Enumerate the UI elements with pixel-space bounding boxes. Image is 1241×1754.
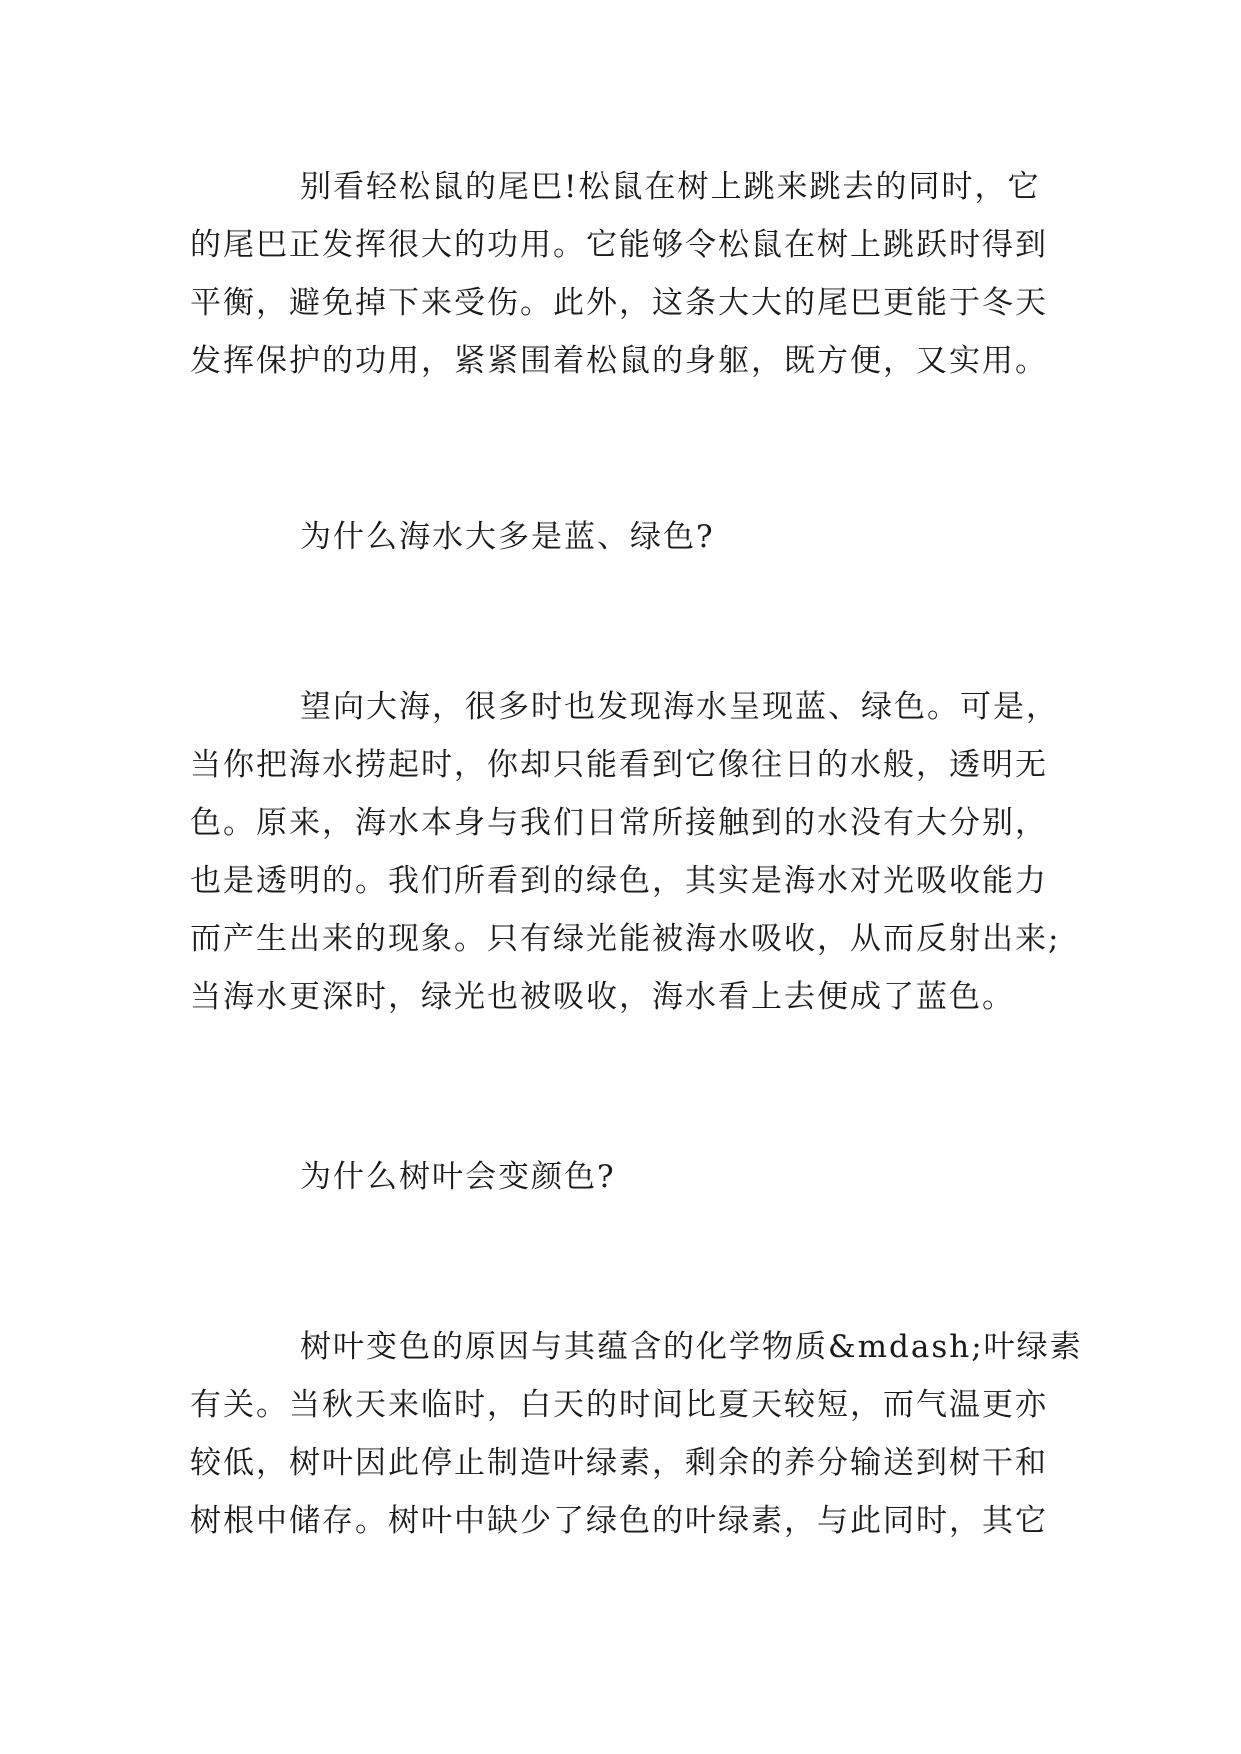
paragraph-line: 别看轻松鼠的尾巴!松鼠在树上跳来跳去的同时，它 xyxy=(300,169,1041,205)
paragraph-line: 有关。当秋天来临时，白天的时间比夏天较短，而气温更亦 xyxy=(190,1387,1048,1423)
paragraph-squirrel-tail xyxy=(190,158,1070,390)
paragraph-line: 的尾巴正发挥很大的功用。它能够令松鼠在树上跳跃时得到 xyxy=(190,227,1048,263)
section-heading-sea-color: 为什么海水大多是蓝、绿色? xyxy=(300,519,715,555)
paragraph-line: 色。原来，海水本身与我们日常所接触到的水没有大分别， xyxy=(190,805,1048,841)
paragraph-line: 树根中储存。树叶中缺少了绿色的叶绿素，与此同时，其它 xyxy=(190,1503,1048,1539)
paragraph-line: 而产生出来的现象。只有绿光能被海水吸收，从而反射出来; xyxy=(190,921,1061,957)
paragraph-line: 望向大海，很多时也发现海水呈现蓝、绿色。可是， xyxy=(300,689,1059,725)
paragraph-line: 当海水更深时，绿光也被吸收，海水看上去便成了蓝色。 xyxy=(190,979,1015,1015)
paragraph-sea-color xyxy=(190,678,1070,1026)
section-heading-leaf-color: 为什么树叶会变颜色? xyxy=(300,1159,616,1195)
paragraph-line: 发挥保护的功用，紧紧围着松鼠的身躯，既方便，又实用。 xyxy=(190,343,1048,379)
paragraph-line: 也是透明的。我们所看到的绿色，其实是海水对光吸收能力 xyxy=(190,863,1048,899)
paragraph-line: 平衡，避免掉下来受伤。此外，这条大大的尾巴更能于冬天 xyxy=(190,285,1048,321)
paragraph-line: 较低，树叶因此停止制造叶绿素，剩余的养分输送到树干和 xyxy=(190,1445,1048,1481)
paragraph-line: 树叶变色的原因与其蕴含的化学物质&mdash;叶绿素 xyxy=(300,1329,1083,1365)
paragraph-leaf-color xyxy=(190,1318,1083,1550)
paragraph-line: 当你把海水捞起时，你却只能看到它像往日的水般，透明无 xyxy=(190,747,1048,783)
